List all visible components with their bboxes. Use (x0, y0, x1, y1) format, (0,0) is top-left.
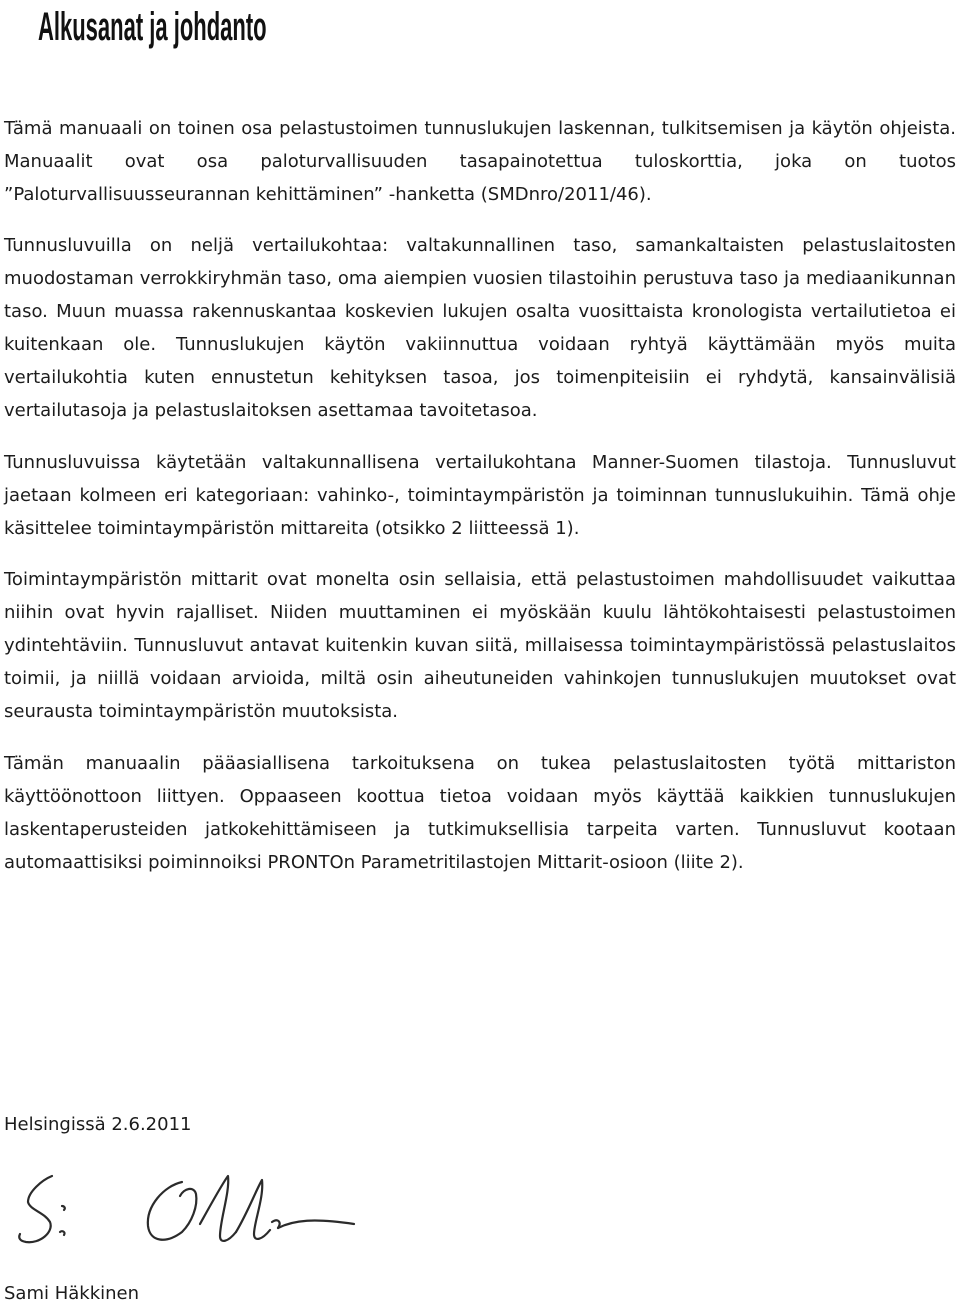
paragraph-operating-environment: Toimintaympäristön mittarit ovat monelta osin sellaisia, että pelastustoimen mahdollisuudet vaikuttaa niihin ovat hyvin rajalliset. Niiden muuttaminen ei myöskään kuulu lähtökohtaisesti pelastustoimen ydintehtäviin. Tunnusluvut antavat kuitenkin kuvan siitä, millaisessa toimintaympäristössä pelastuslaitos toimii, ja niillä voidaan arvioida, miltä osin aiheutuneiden vahinkojen tunnuslukujen muutokset ovat seurausta toimintaympäristön muutoksista. (4, 569, 956, 722)
signer-name: Sami Häkkinen (4, 1283, 140, 1304)
handwritten-signature (14, 1162, 364, 1252)
paragraph-purpose: Tämän manuaalin pääasiallisena tarkoituksena on tukea pelastuslaitosten työtä mittariston käyttöönottoon liittyen. Oppaaseen koottua tietoa voidaan myös käyttää kaikkien tunnuslukujen laskentaperusteiden jatkokehittämiseen ja tutkimuksellisia tarpeita varten. Tunnusluvut kootaan automaattisiksi poiminnoiksi PRONTOn Parametritilastojen Mittarit-osioon (liite 2). (4, 753, 956, 873)
paragraph-comparison-points: Tunnusluvuilla on neljä vertailukohtaa: valtakunnallinen taso, samankaltaisten pelastuslaitosten muodostaman verrokkiryhmän taso, oma aiempien vuosien tilastoihin perustuva taso ja mediaanikunnan taso. Muun muassa rakennuskantaa koskevien lukujen osalta vuosittaista kronologista vertailutietoa ei kuitenkaan ole. Tunnuslukujen käytön vakiinnuttua voidaan ryhtyä käyttämään myös muita vertailukohtia kuten ennustetun kehityksen tasoa, jos toimenpiteisiin ei ryhdytä, kansainvälisiä vertailutasoja ja pelastuslaitoksen asettamaa tavoitetasoa. (4, 235, 956, 421)
paragraph-categories: Tunnusluvuissa käytetään valtakunnallisena vertailukohtana Manner-Suomen tilastoja. Tunnusluvut jaetaan kolmeen eri kategoriaan: vahinko-, toimintaympäristön ja toiminnan tunnuslukuihin. Tämä ohje käsittelee toimintaympäristön mittareita (otsikko 2 liitteessä 1). (4, 452, 956, 539)
page-title: Alkusanat ja johdanto (38, 5, 267, 49)
paragraph-intro: Tämä manuaali on toinen osa pelastustoimen tunnuslukujen laskennan, tulkitsemisen ja käytön ohjeista. Manuaalit ovat osa paloturvallisuuden tasapainotettua tuloskorttia, joka on tuotos ”Paloturvallisuusseurannan kehittäminen” -hanketta (SMDnro/2011/46). (4, 118, 956, 205)
place-and-date: Helsingissä 2.6.2011 (4, 1114, 192, 1135)
